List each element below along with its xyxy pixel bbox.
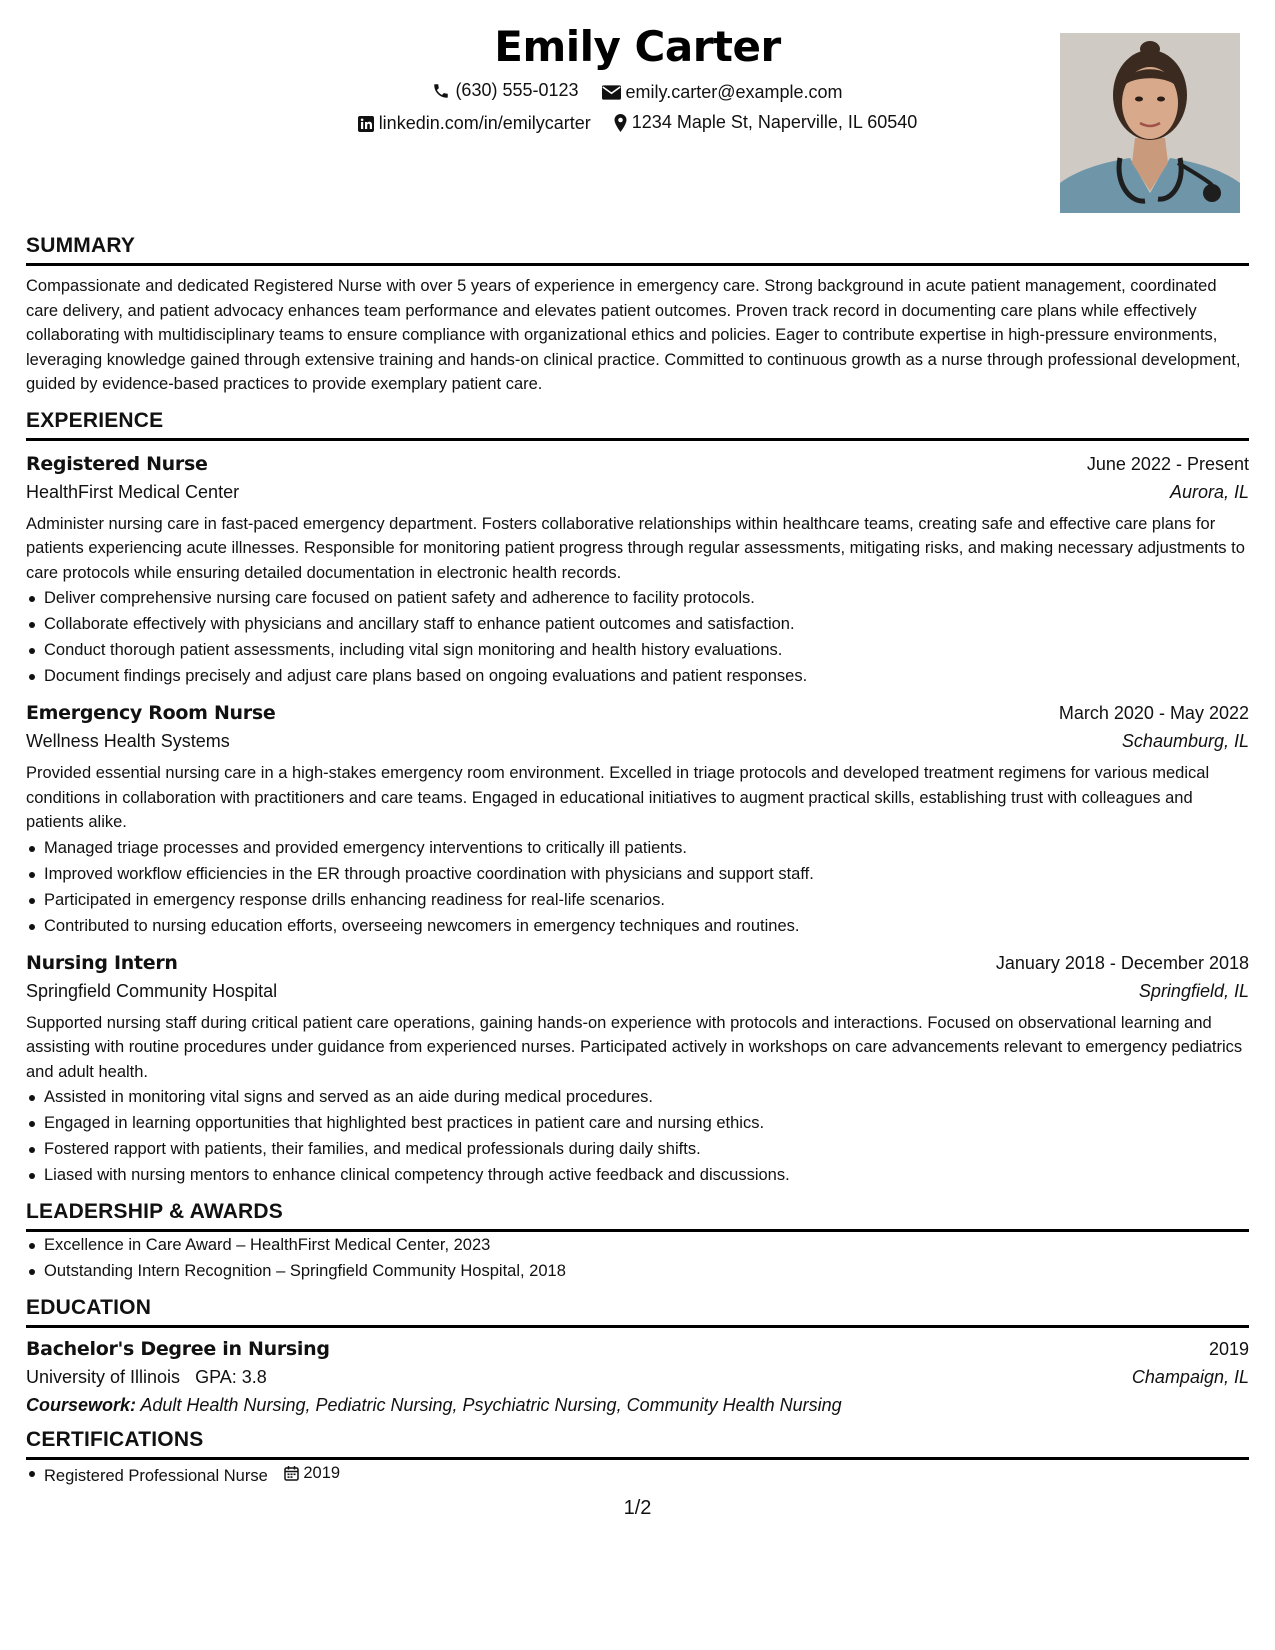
candidate-name: Emily Carter — [494, 22, 781, 71]
list-item: Liased with nursing mentors to enhance clinical competency through active feedback and discussions. — [44, 1162, 1249, 1188]
school-location: Champaign, IL — [1131, 1367, 1249, 1387]
experience-heading: EXPERIENCE — [26, 409, 1249, 441]
degree-title: Bachelor's Degree in Nursing — [26, 1338, 330, 1360]
list-item: Document findings precisely and adjust care plans based on ongoing evaluations and patient responses. — [44, 663, 1249, 689]
resume-header — [26, 20, 1249, 225]
list-item: Excellence in Care Award – HealthFirst Medical Center, 2023 — [44, 1232, 1249, 1258]
summary-section — [26, 234, 1249, 397]
list-item: Fostered rapport with patients, their families, and medical professionals during daily shifts. — [44, 1136, 1249, 1162]
page-number: 1/2 — [623, 1497, 652, 1519]
experience-section — [26, 409, 1249, 1189]
gpa: GPA: 3.8 — [195, 1367, 267, 1387]
list-item: Collaborate effectively with physicians and ancillary staff to enhance patient outcomes and satisfaction. — [44, 611, 1249, 637]
job-location: Springfield, IL — [1138, 980, 1249, 1001]
job-entry — [26, 702, 1249, 939]
list-item: Managed triage processes and provided emergency interventions to critically ill patients. — [44, 835, 1249, 861]
list-item: Assisted in monitoring vital signs and served as an aide during medical procedures. — [44, 1084, 1249, 1110]
list-item: Outstanding Intern Recognition – Springfield Community Hospital, 2018 — [44, 1258, 1249, 1284]
email-text: emily.carter@example.com — [625, 81, 843, 102]
list-item: Conduct thorough patient assessments, including vital sign monitoring and health history evaluations. — [44, 637, 1249, 663]
address-text: 1234 Maple St, Naperville, IL 60540 — [631, 112, 918, 132]
contact-address — [614, 112, 918, 133]
job-bullets — [26, 835, 1249, 939]
job-title: Nursing Intern — [26, 951, 178, 974]
list-item: Contributed to nursing education efforts, overseeing newcomers in emergency techniques and routines. — [44, 913, 1249, 939]
education-section — [26, 1296, 1249, 1416]
job-entry — [26, 453, 1249, 690]
summary-text: Compassionate and dedicated Registered Nurse with over 5 years of experience in emergency care. Strong background in acute patient management, coordinated care delivery, and patient advocacy enhances team performance and elevates patient outcomes. Proven track record in documenting care plans while effectively collaborating with multidisciplinary teams to ensure compliance with organizational ethics and policies. Eager to contribute expertise in high-pressure environments, leveraging knowledge gained through extensive training and hands-on clinical practice. Committed to continuous growth as a nurse through professional development, guided by evidence-based practices to provide exemplary patient care. — [26, 277, 1241, 393]
linkedin-text: linkedin.com/in/emilycarter — [378, 113, 591, 133]
job-organization: HealthFirst Medical Center — [26, 481, 240, 502]
envelope-icon — [602, 85, 621, 100]
job-title: Emergency Room Nurse — [26, 702, 276, 724]
certification-name: Registered Professional Nurse — [44, 1467, 268, 1485]
profile-photo — [1060, 33, 1240, 213]
job-description: Administer nursing care in fast-paced emergency department. Fosters collaborative relationships within healthcare teams, creating safe and effective care plans for patients experiencing acute illnesses. Responsible for monitoring patient progress through regular assessments, mitigating risks, and making necessary adjustments to care protocols while ensuring detailed documentation in electronic health records. — [26, 514, 1245, 582]
job-location: Aurora, IL — [1169, 481, 1249, 502]
certification-date — [284, 1460, 340, 1486]
awards-list — [26, 1232, 1249, 1284]
job-bullets — [26, 1084, 1249, 1188]
coursework — [26, 1395, 1249, 1416]
certifications-section — [26, 1428, 1249, 1489]
job-title: Registered Nurse — [26, 452, 208, 475]
degree-year: 2019 — [1208, 1339, 1249, 1359]
certifications-heading: CERTIFICATIONS — [26, 1428, 1249, 1460]
coursework-label: Coursework: — [26, 1395, 137, 1415]
job-dates: March 2020 - May 2022 — [1058, 703, 1249, 723]
certification-year: 2019 — [303, 1464, 341, 1482]
job-entry — [26, 952, 1249, 1189]
job-bullets — [26, 585, 1249, 689]
contact-linkedin[interactable] — [358, 113, 591, 134]
job-dates: June 2022 - Present — [1086, 453, 1249, 474]
resume-page — [26, 20, 1249, 1489]
list-item: Improved workflow efficiencies in the ER through proactive coordination with physicians and support staff. — [44, 861, 1249, 887]
job-description: Provided essential nursing care in a high-stakes emergency room environment. Excelled in triage protocols and developed treatment regimens for various medical conditions in collaboration with practitioners and care teams. Engaged in educational initiatives to augment practical skills, establishing trust with colleagues and patients alike. — [26, 764, 1210, 831]
certifications-list — [26, 1460, 1249, 1489]
map-pin-icon — [614, 114, 627, 132]
job-description: Supported nursing staff during critical patient care operations, gaining hands-on experience with protocols and interactions. Focused on observational learning and assisting with routine procedures under guidance from experienced nurses. Participated actively in workshops on care advancements relevant to emergency pediatrics and adult health. — [26, 1013, 1243, 1081]
summary-heading: SUMMARY — [26, 234, 1249, 266]
education-heading: EDUCATION — [26, 1296, 1249, 1328]
contact-phone — [432, 80, 578, 101]
awards-heading: LEADERSHIP & AWARDS — [26, 1200, 1249, 1232]
list-item: Deliver comprehensive nursing care focused on patient safety and adherence to facility protocols. — [44, 585, 1249, 611]
awards-section — [26, 1200, 1249, 1284]
list-item: Participated in emergency response drills enhancing readiness for real-life scenarios. — [44, 887, 1249, 913]
job-location: Schaumburg, IL — [1121, 731, 1249, 751]
calendar-icon — [284, 1465, 299, 1481]
school-name: University of Illinois — [26, 1367, 181, 1387]
phone-text: (630) 555-0123 — [455, 80, 579, 100]
phone-icon — [432, 82, 450, 100]
list-item — [44, 1460, 1249, 1489]
job-organization: Springfield Community Hospital — [26, 980, 278, 1001]
linkedin-icon — [358, 116, 374, 132]
list-item: Engaged in learning opportunities that highlighted best practices in patient care and nursing ethics. — [44, 1110, 1249, 1136]
coursework-list: Adult Health Nursing, Pediatric Nursing, Psychiatric Nursing, Community Health Nursing — [140, 1395, 842, 1415]
contact-email[interactable] — [602, 82, 843, 103]
job-organization: Wellness Health Systems — [26, 731, 230, 751]
job-dates: January 2018 - December 2018 — [995, 952, 1249, 973]
